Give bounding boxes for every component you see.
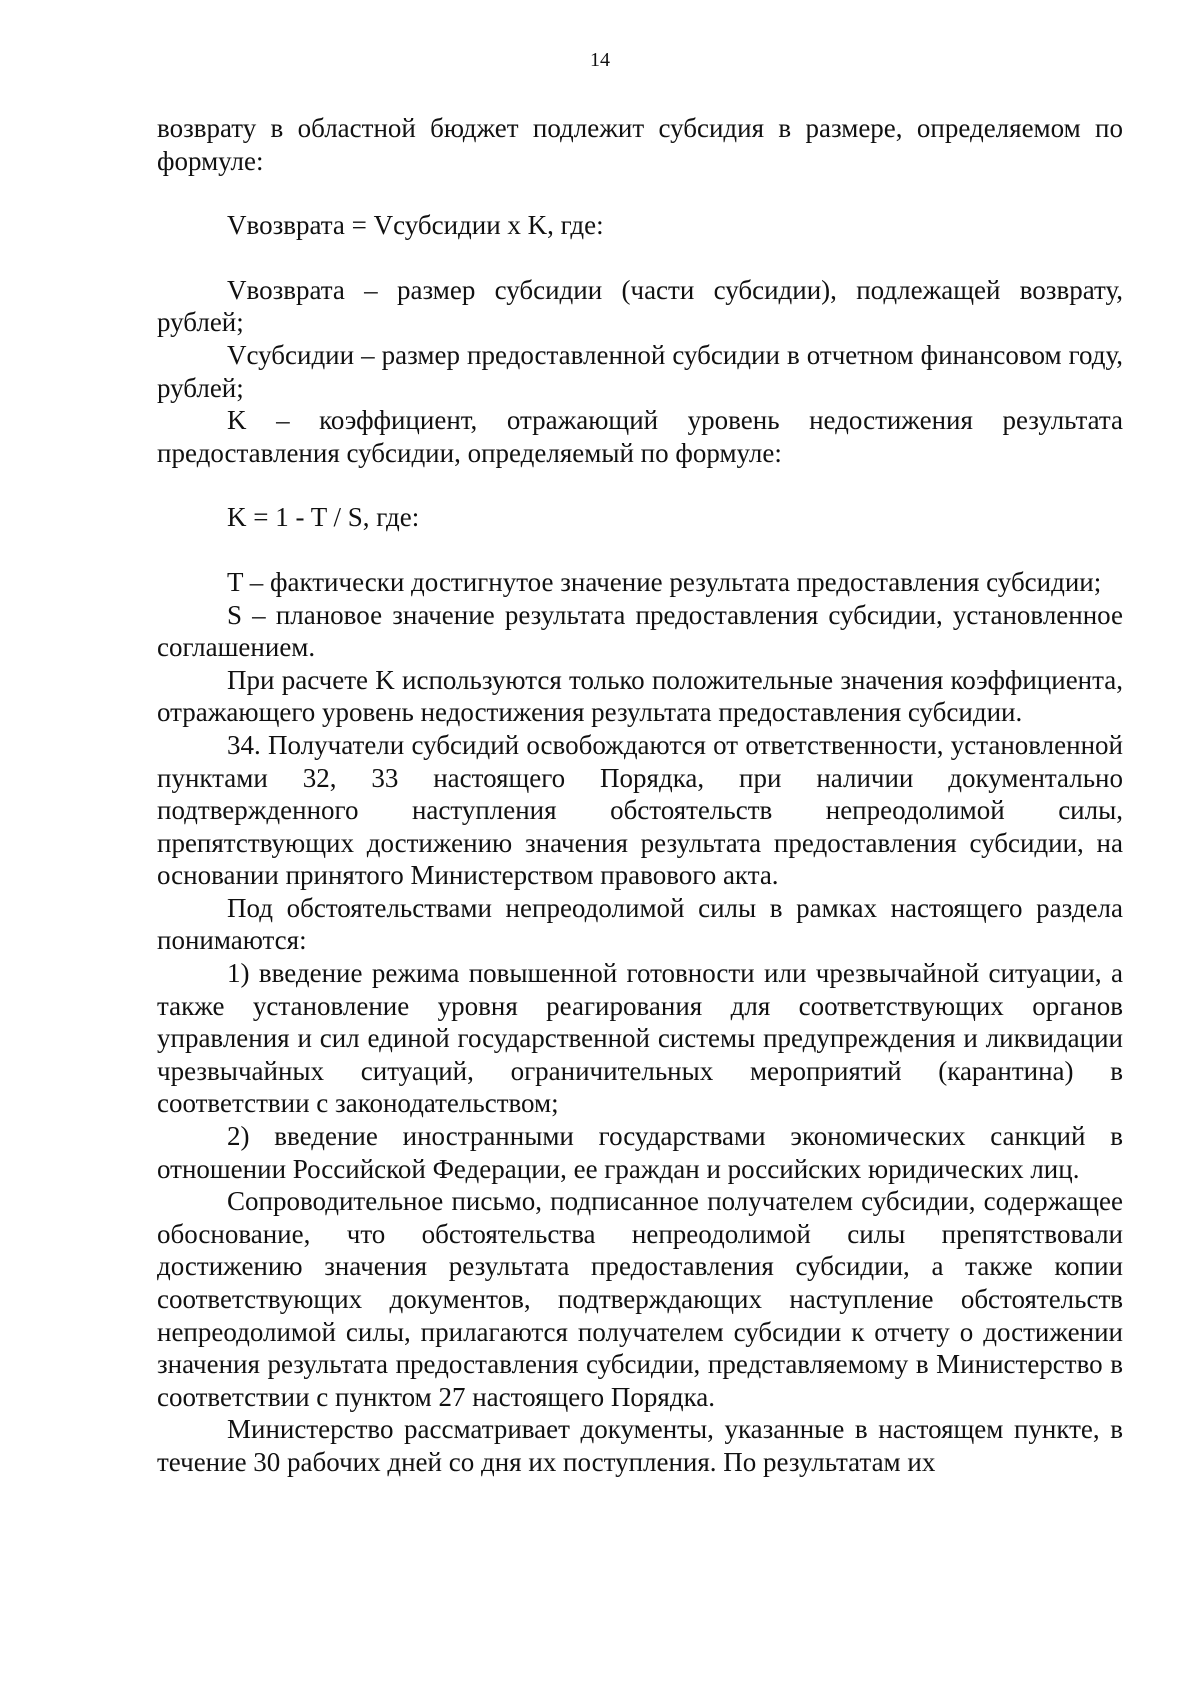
document-body xyxy=(157,112,1123,1479)
list-item-2: 2) введение иностранными государствами экономических санкций в отношении Российской Федерации, ее граждан и российских юридических лиц. xyxy=(157,1121,1123,1184)
spacer xyxy=(157,242,1123,274)
definition-k: K – коэффициент, отражающий уровень недостижения результата предоставления субсидии, определяемый по формуле: xyxy=(157,405,1123,468)
definition-v-return: Vвозврата – размер субсидии (части субсидии), подлежащей возврату, рублей; xyxy=(157,274,1123,338)
definition-v-subsidy: Vсубсидии – размер предоставленной субсидии в отчетном финансовом году, рублей; xyxy=(157,339,1123,403)
paragraph-ministry-review: Министерство рассматривает документы, указанные в настоящем пункте, в течение 30 рабочих дней со дня их поступления. По результатам их xyxy=(157,1414,1123,1477)
spacer xyxy=(157,177,1123,209)
formula-return-amount: Vвозврата = Vсубсидии x K, где: xyxy=(227,210,604,241)
paragraph-force-majeure: Под обстоятельствами непреодолимой силы в рамках настоящего раздела понимаются: xyxy=(157,892,1123,956)
page-number: 14 xyxy=(590,49,610,71)
formula-k: K = 1 - T / S, где: xyxy=(227,502,420,533)
list-item-1: 1) введение режима повышенной готовности или чрезвычайной ситуации, а также установление уровня реагирования для соответствующих органов управления и сил единой государственной системы предупреждения и ликвидации чрезвычайных ситуаций, ограничительных мероприятий (карантина) в соответствии с законодательством; xyxy=(157,958,1123,1119)
spacer xyxy=(157,534,1123,566)
paragraph-34: 34. Получатели субсидий освобождаются от ответственности, установленной пунктами 32, 33 настоящего Порядка, при наличии документально подтвержденного наступления обстоятельств непреодолимой силы, препятствующих достижению значения результата предоставления субсидии, на основании принятого Министерством правового акта. xyxy=(157,729,1123,891)
paragraph-cover-letter: Сопроводительное письмо, подписанное получателем субсидии, содержащее обоснование, что обстоятельства непреодолимой силы препятствовали достижению значения результата предоставления субсидии, а также копии соответствующих документов, подтверждающих наступление обстоятельств непреодолимой силы, прилагаются получателем субсидии к отчету о достижении значения результата предоставления субсидии, представляемому в Министерство в соответствии с пунктом 27 настоящего Порядка. xyxy=(157,1186,1123,1412)
spacer xyxy=(157,469,1123,501)
paragraph-k-positive: При расчете K используются только положительные значения коэффициента, отражающего уровень недостижения результата предоставления субсидии. xyxy=(157,664,1123,728)
definition-t: T – фактически достигнутое значение результата предоставления субсидии; xyxy=(227,566,1102,597)
definition-s: S – плановое значение результата предоставления субсидии, установленное соглашением. xyxy=(157,599,1123,663)
paragraph-return-intro: возврату в областной бюджет подлежит субсидия в размере, определяемом по формуле: xyxy=(157,113,1123,176)
